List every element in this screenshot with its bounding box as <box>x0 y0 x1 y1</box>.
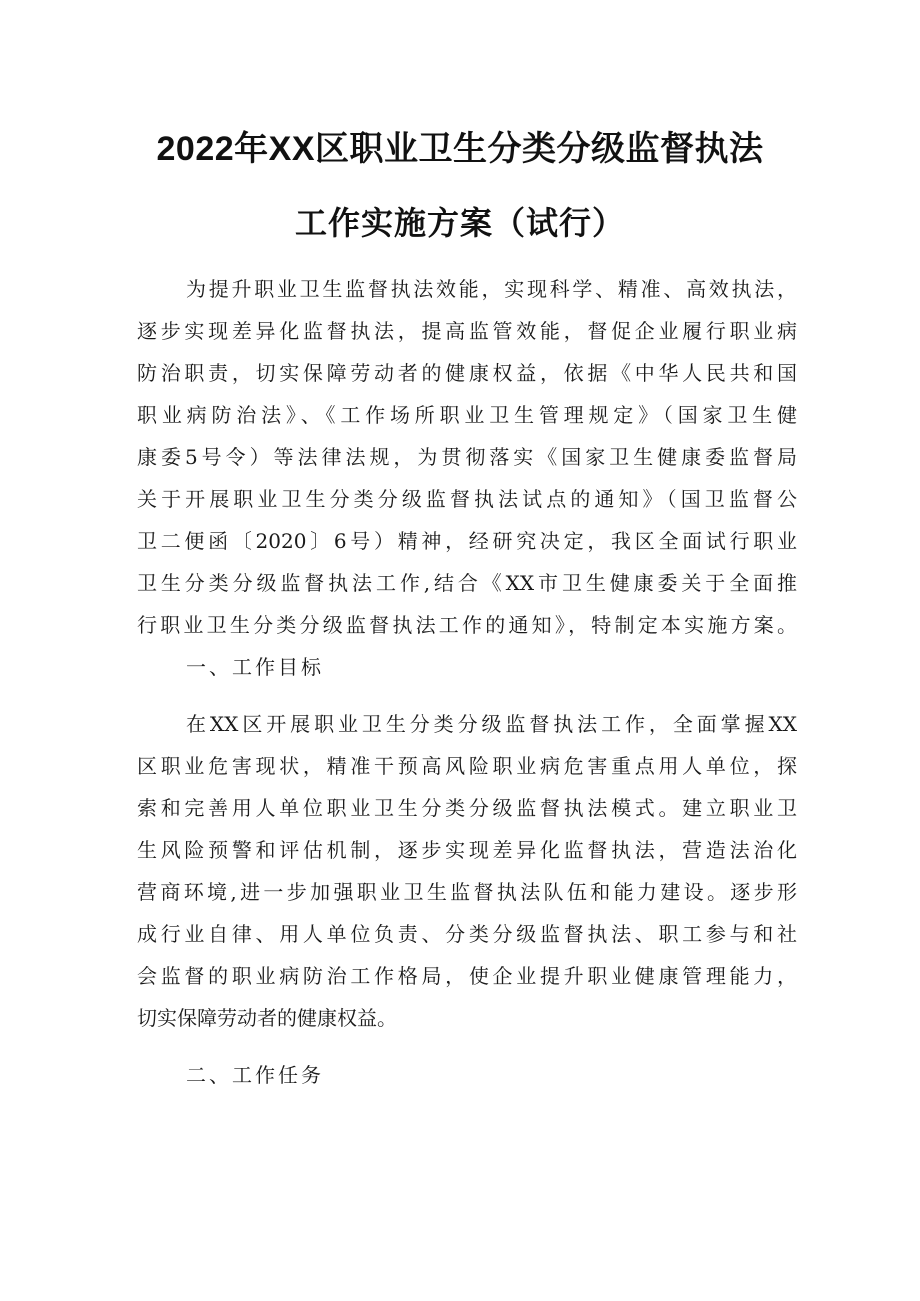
intro-line: 关于开展职业卫生分类分级监督执法试点的通知》（国卫监督公 <box>137 487 797 511</box>
goals-line: 会监督的职业病防治工作格局，使企业提升职业健康管理能力， <box>137 964 797 988</box>
intro-line: 行职业卫生分类分级监督执法工作的通知》，特制定本实施方案。 <box>137 613 797 637</box>
goals-line: 切实保障劳动者的健康权益。 <box>137 1006 397 1030</box>
intro-line: 防治职责，切实保障劳动者的健康权益，依据《中华人民共和国 <box>137 361 797 385</box>
intro-line: 为提升职业卫生监督执法效能，实现科学、精准、高效执法， <box>186 277 797 301</box>
document-title-line-1: 2022年XX区职业卫生分类分级监督执法 <box>156 130 764 168</box>
intro-line: 卫生分类分级监督执法工作,结合《XX市卫生健康委关于全面推 <box>137 571 797 595</box>
document-title-line-2: 工作实施方案（试行） <box>294 204 625 242</box>
goals-line: 索和完善用人单位职业卫生分类分级监督执法模式。建立职业卫 <box>137 796 797 820</box>
goals-line: 生风险预警和评估机制，逐步实现差异化监督执法，营造法治化 <box>137 838 797 862</box>
intro-line: 卫二便函〔2020〕6号）精神，经研究决定，我区全面试行职业 <box>137 529 797 553</box>
goals-line: 区职业危害现状，精准干预高风险职业病危害重点用人单位，探 <box>137 754 797 778</box>
intro-line: 职业病防治法》、《工作场所职业卫生管理规定》（国家卫生健 <box>137 403 797 427</box>
goals-line: 成行业自律、用人单位负责、分类分级监督执法、职工参与和社 <box>137 922 797 946</box>
goals-line: 营商环境,进一步加强职业卫生监督执法队伍和能力建设。逐步形 <box>137 880 797 904</box>
intro-line: 康委5号令）等法律法规，为贯彻落实《国家卫生健康委监督局 <box>137 445 797 469</box>
section-heading-work-goals: 一、工作目标 <box>186 655 324 679</box>
section-heading-work-tasks: 二、工作任务 <box>186 1063 324 1087</box>
goals-line: 在XX区开展职业卫生分类分级监督执法工作，全面掌握XX <box>186 712 797 736</box>
intro-line: 逐步实现差异化监督执法，提高监管效能，督促企业履行职业病 <box>137 319 797 343</box>
